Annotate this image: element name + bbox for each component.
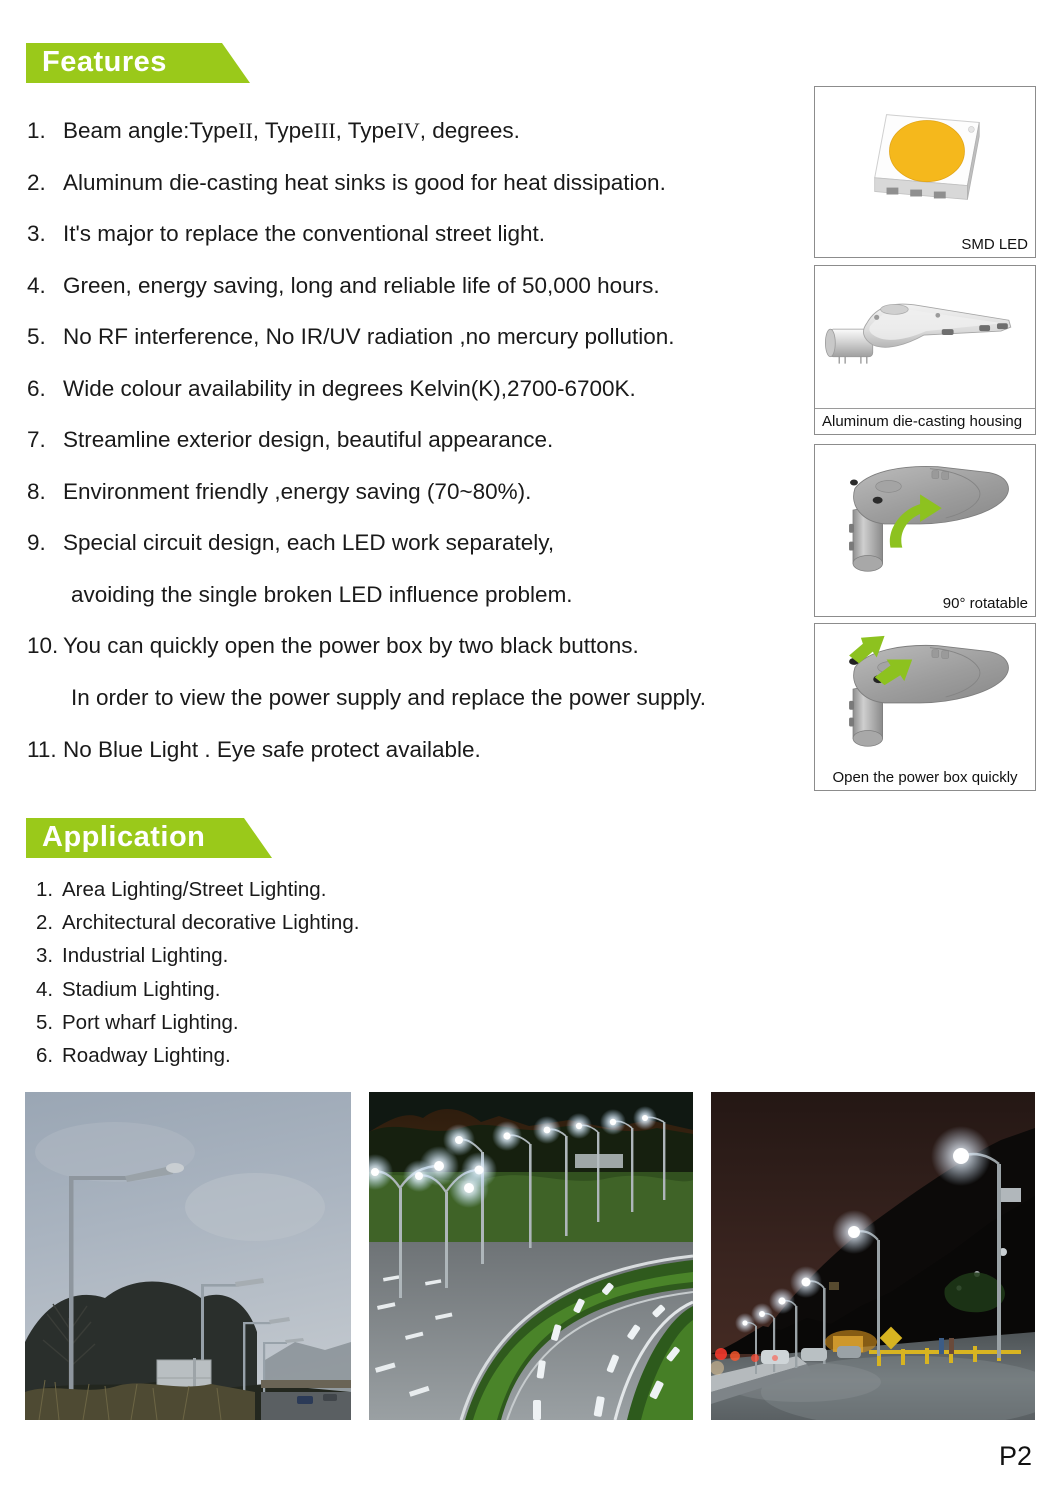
daytime-street-lights-photo [25, 1092, 351, 1420]
feature-number: 6. [27, 375, 46, 401]
application-item [36, 939, 359, 972]
feature-continuation-line: avoiding the single broken LED influence problem. [71, 581, 573, 607]
roman-numeral-four: IV [396, 118, 420, 143]
roman-numeral-three: III [313, 118, 336, 143]
feature-item [27, 376, 827, 403]
product-detail-box-smd-led [814, 86, 1036, 258]
feature-continuation-line: In order to view the power supply and replace the power supply. [71, 685, 706, 711]
product-box-caption: Open the power box quickly [832, 768, 1018, 786]
application-item [36, 973, 359, 1006]
application-section-header [26, 818, 244, 858]
feature-number: 3. [27, 221, 46, 247]
feature-item [27, 530, 827, 557]
feature-number: 4. [27, 272, 46, 298]
feature-text [63, 118, 827, 145]
page-number: P2 [998, 1441, 1032, 1471]
features-heading-label: Features [42, 45, 167, 78]
application-text: Stadium Lighting. [62, 977, 221, 1001]
feature-text: Special circuit design, each LED work separately, [63, 530, 555, 556]
feature-number: 2. [27, 169, 46, 195]
feature-text-part: , Type [252, 118, 314, 143]
features-section-header [26, 43, 222, 83]
feature-number: 1. [27, 118, 46, 143]
application-number: 3. [36, 944, 54, 968]
streetlight-rotate-arrow-icon [815, 445, 1035, 590]
application-item [36, 873, 359, 906]
product-box-caption: Aluminum die-casting housing [815, 408, 1035, 434]
feature-number: 5. [27, 324, 46, 350]
application-text: Port wharf Lighting. [62, 1010, 239, 1034]
application-text: Industrial Lighting. [62, 944, 229, 968]
streetlight-open-buttons-icon [815, 624, 1035, 764]
application-text: Architectural decorative Lighting. [62, 911, 360, 935]
application-list [36, 873, 359, 1072]
application-text: Area Lighting/Street Lighting. [62, 878, 327, 901]
application-item [36, 1039, 359, 1072]
product-detail-box-power-box [814, 623, 1036, 791]
feature-item [27, 324, 827, 351]
feature-text-part: Beam angle:Type [63, 118, 239, 143]
feature-item [27, 479, 827, 506]
streetlight-side-profile-icon [815, 266, 1035, 408]
application-number: 1. [36, 878, 54, 901]
feature-text: Wide colour availability in degrees Kelvin(K),2700-6700K. [63, 375, 636, 401]
smd-led-chip-icon [815, 87, 1035, 231]
feature-text: You can quickly open the power box by two black buttons. [63, 633, 639, 659]
night-highway-curve-photo [369, 1092, 693, 1420]
feature-text: Aluminum die-casting heat sinks is good for heat dissipation. [63, 169, 666, 195]
feature-number: 11. [27, 736, 57, 762]
application-number: 2. [36, 911, 54, 935]
product-detail-box-rotatable [814, 444, 1036, 617]
feature-item [27, 737, 827, 764]
feature-text-part: , Type [335, 118, 397, 143]
night-road-hillside-photo [711, 1092, 1035, 1420]
feature-number: 10. [27, 633, 59, 659]
application-item [36, 1006, 359, 1039]
feature-text: No Blue Light . Eye safe protect available. [63, 736, 481, 762]
feature-text: Streamline exterior design, beautiful appearance. [63, 427, 554, 453]
feature-item [27, 427, 827, 454]
feature-text: It's major to replace the conventional street light. [63, 221, 546, 247]
feature-item [27, 273, 827, 300]
feature-item [27, 633, 827, 660]
application-heading-label: Application [42, 820, 206, 853]
feature-item [27, 170, 827, 197]
features-list [27, 118, 827, 788]
feature-text: No RF interference, No IR/UV radiation ,no mercury pollution. [63, 324, 675, 350]
banner-tail-shape [244, 818, 272, 858]
application-number: 6. [36, 1044, 54, 1068]
feature-number: 9. [27, 530, 46, 556]
product-box-caption: SMD LED [961, 235, 1028, 253]
feature-text: Green, energy saving, long and reliable life of 50,000 hours. [63, 272, 660, 298]
application-number: 5. [36, 1010, 54, 1034]
application-number: 4. [36, 977, 54, 1001]
banner-tail-shape [222, 43, 250, 83]
product-box-caption: 90° rotatable [942, 594, 1028, 612]
feature-number: 7. [27, 427, 46, 453]
roman-numeral-two: II [238, 118, 253, 143]
feature-number: 8. [27, 478, 46, 504]
product-detail-box-housing [814, 265, 1036, 435]
feature-text-part: , degrees. [419, 118, 520, 143]
feature-text: Environment friendly ,energy saving (70~80%). [63, 478, 532, 504]
feature-item [27, 221, 827, 248]
application-item [36, 906, 359, 939]
feature-item [27, 118, 827, 145]
application-text: Roadway Lighting. [62, 1044, 231, 1068]
